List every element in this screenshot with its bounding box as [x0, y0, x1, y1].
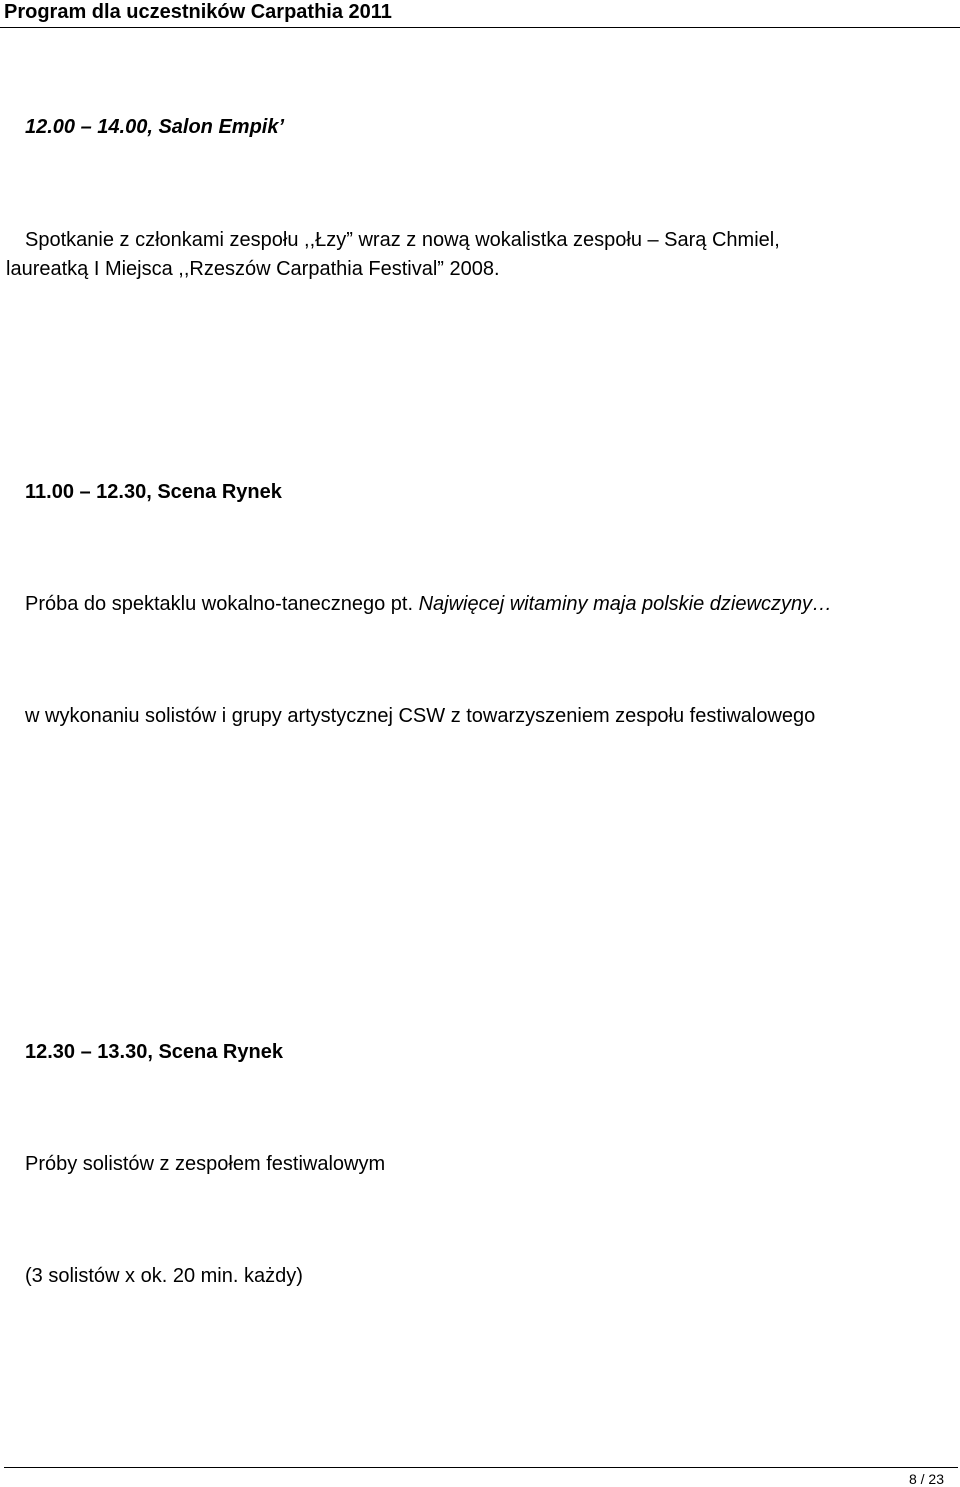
- event-2-description-prefix: Próba do spektaklu wokalno-tanecznego pt.: [25, 593, 419, 615]
- page-number: 8 / 23: [908, 1471, 944, 1487]
- event-2-description-line-2: w wykonaniu solistów i grupy artystycznej CSW z towarzyszeniem zespołu festiwalowego: [25, 705, 816, 727]
- footer-divider: [4, 1467, 958, 1468]
- header-divider: [0, 27, 960, 28]
- event-2-description-line-1: [25, 592, 832, 616]
- event-1-time-place: 12.00 – 14.00, Salon Empik’: [25, 116, 285, 138]
- event-1-description-line-1: Spotkanie z członkami zespołu ,,Łzy” wraz z nową wokalistka zespołu – Sarą Chmiel,: [25, 229, 780, 251]
- event-1-description-line-2: laureatką I Miejsca ,,Rzeszów Carpathia Festival” 2008.: [6, 258, 500, 280]
- event-3-description-line-1: Próby solistów z zespołem festiwalowym: [25, 1153, 386, 1175]
- event-3-description-line-2: (3 solistów x ok. 20 min. każdy): [25, 1265, 303, 1287]
- event-3-time-place: 12.30 – 13.30, Scena Rynek: [25, 1041, 283, 1063]
- event-2-time-place: 11.00 – 12.30, Scena Rynek: [25, 481, 282, 503]
- event-2-show-title: Najwięcej witaminy maja polskie dziewczyny…: [418, 593, 833, 615]
- document-header-title: Program dla uczestników Carpathia 2011: [4, 1, 392, 23]
